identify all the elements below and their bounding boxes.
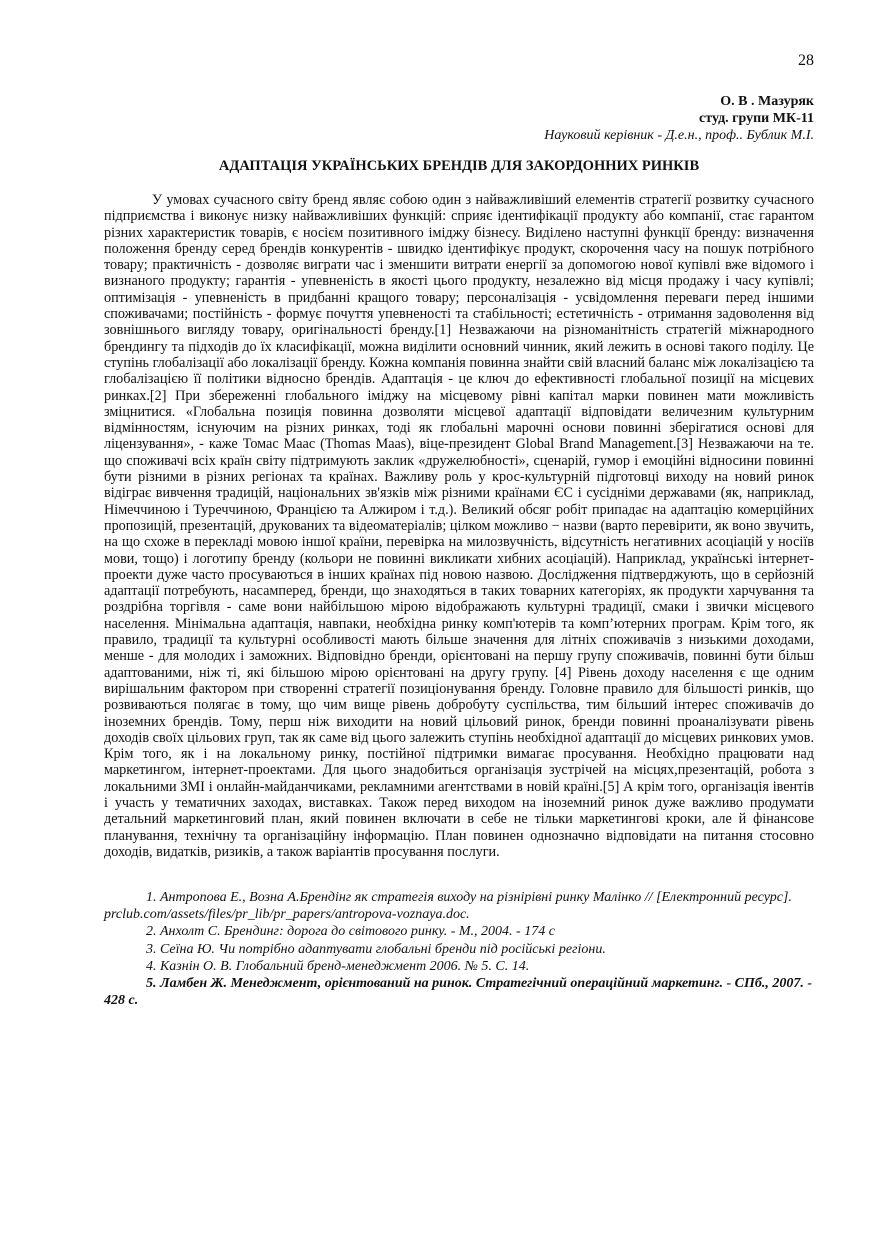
- article-body: У умовах сучасного світу бренд являє собою один з найважливіший елементів стратегії розвитку сучасного підприємства і виконує низку найважливіших функцій: сприяє ідентифікації продукту або компанії, стає гарантом різних характеристик товарів, є носієм позитивного іміджу бізнесу. Виділено наступні функції бренду: визначення положення бренду серед брендів конкурентів - швидко ідентифікує продукт, скорочення часу на пошук потрібного товару; практичність - дозволяє виграти час і зменшити витрати енергії за допомогою нової купівлі вже відомого і визнаного продукту; гарантія - упевненість в якості цього продукту, незалежно від місця продажу і часу купівлі; оптимізація - упевненість в придбанні кращого товару; персоналізація - усвідомлення переваги перед іншими споживачами; постійність - формує почуття упевненості та стабільності; естетичність - отримання задоволення від зовнішнього вигляду товару, оригінальності бренду.[1] Незважаючи на різноманітність стратегій міжнародного брендингу та підходів до їх класифікації, можна виділити основний чинник, який лежить в основі такого поділу. Це ступінь глобалізації або локалізації бренду. Кожна компанія повинна знайти свій власний баланс між локалізацією та глобалізацією її політики відносно брендів. Адаптація - це ключ до ефективності глобальної позиції на місцевих ринках.[2] При збереженні глобального іміджу на місцевому рівні капітал марки повинен мати можливість зміцнитися. «Глобальна позиція повинна дозволяти місцевої адаптації відповідати величезним культурним відмінностям, існуючим на різних ринках, тоді як глобальні марочні основи повинні зберігатися основі для ліцензування», - каже Томас Маас (Thomas Maas), віце-президент Global Brand Management.[3] Незважаючи на те. що споживачі всіх країн світу підтримують заклик «дружелюбності», сценарій, гумор і емоційні відносини повинні бути різними в різних регіонах та країнах. Важливу роль у крос-культурній підготовці виходу на новий ринок відіграє вивчення традицій, національних зв'язків між різними країнами ЄС і сусідніми державами (як, наприклад, Німеччиною і Туреччиною, Францією та Алжиром і т.д.). Великий обсяг робіт припадає на адаптацію комерційних пропозицій, презентацій, друкованих та відеоматеріалів; цілком можливо − назви (варто перевірити, як воно звучить, на що схоже в перекладі мовою іншої країни, перевірка на милозвучність, відсутність негативних асоціацій у носіїв мови, тощо) і логотипу бренду (кольори не повинні викликати хибних асоціацій). Наприклад, українські інтернет-проекти дуже часто просуваються в інших країнах під новою назвою. Дослідження підтверджують, що в серйозній адаптації потребують, насамперед, бренди, що знаходяться в таких товарних категоріях, як продукти харчування та роздрібна торгівля - саме вони найбільшою мірою відображають культурні традиції, смаки і звички місцевого населення. Мінімальна адаптація, навпаки, необхідна ринку комп'ютерів та комп’ютерних програм. Крім того, як правило, традиції та культурні особливості мають більше значення для літніх споживачів з низькими доходами, менше - для молодих і заможних. Відповідно бренди, орієнтовані на першу групу споживачів, повинні бути більш адаптованими, ніж ті, які більшою мірою орієнтовані на другу групу. [4] Рівень доходу населення є ще одним вирішальним фактором при створенні стратегії позиціонування бренду. Головне правило для більшості ринків, що розвиваються полягає в тому, що чим вище рівень добробуту суспільства, тим більший інтерес споживачів до іноземних брендів. Тому, перш ніж виходити на новий цільовий ринок, бренди повинні проаналізувати рівень доходів своїх цільових груп, так як саме від цього залежить ступінь необхідної адаптації до місцевих ринкових умов. Крім того, як і на локальному ринку, постійної підтримки вимагає просування. Необхідно працювати над маркетингом, інтернет-проектами. Для цього знадобиться організація зустрічей на місцях,презентацій, робота з локальними ЗМІ і онлайн-майданчиками, рекламними агентствами в новій країні.[5] А крім того, організація івентів і участь у тематичних заходах, виставках. Також перед виходом на іноземний ринок дуже важливо продумати детальний маркетинговий план, який повинен включати в себе не тільки маркетингові кроки, але й фінансове планування, технічну та організаційну інформацію. План повинен однозначно відповідати на питання стосовно доходів, видатків, ризиків, а також варіантів просування послуги.: [104, 192, 814, 860]
- reference-item: 4. Казнін О. В. Глобальний бренд-менеджмент 2006. № 5. С. 14.: [146, 958, 530, 974]
- author-group: студ. групи МК-11: [699, 111, 814, 126]
- page-number: 28: [798, 52, 814, 69]
- reference-item: 5. Ламбен Ж. Менеджмент, орієнтований на ринок. Стратегічний операційний маркетинг. - СПб., 2007. - 428 с.: [104, 976, 812, 1009]
- author-name: О. В . Мазуряк: [720, 94, 814, 109]
- scientific-advisor: Науковий керівник - Д.е.н., проф.. Бублик М.І.: [544, 128, 814, 143]
- reference-item: 2. Анхолт С. Брендинг: дорога до світового ринку. - М., 2004. - 174 с: [146, 924, 555, 940]
- reference-item: 1. Антропова Е., Возна А.Брендінг як стратегія виходу на різнірівні ринку Малінко // [Електронний ресурс]. prclub.com/assets/files/pr_lib/pr_papers/antropova-voznaya.doc.: [104, 890, 792, 923]
- reference-list: [104, 889, 814, 1009]
- author-block: [544, 93, 814, 144]
- article-title: АДАПТАЦІЯ УКРАЇНСЬКИХ БРЕНДІВ ДЛЯ ЗАКОРДОННИХ РИНКІВ: [218, 158, 700, 174]
- reference-item: 3. Сеїна Ю. Чи потрібно адаптувати глобальні бренди під російські регіони.: [146, 941, 606, 957]
